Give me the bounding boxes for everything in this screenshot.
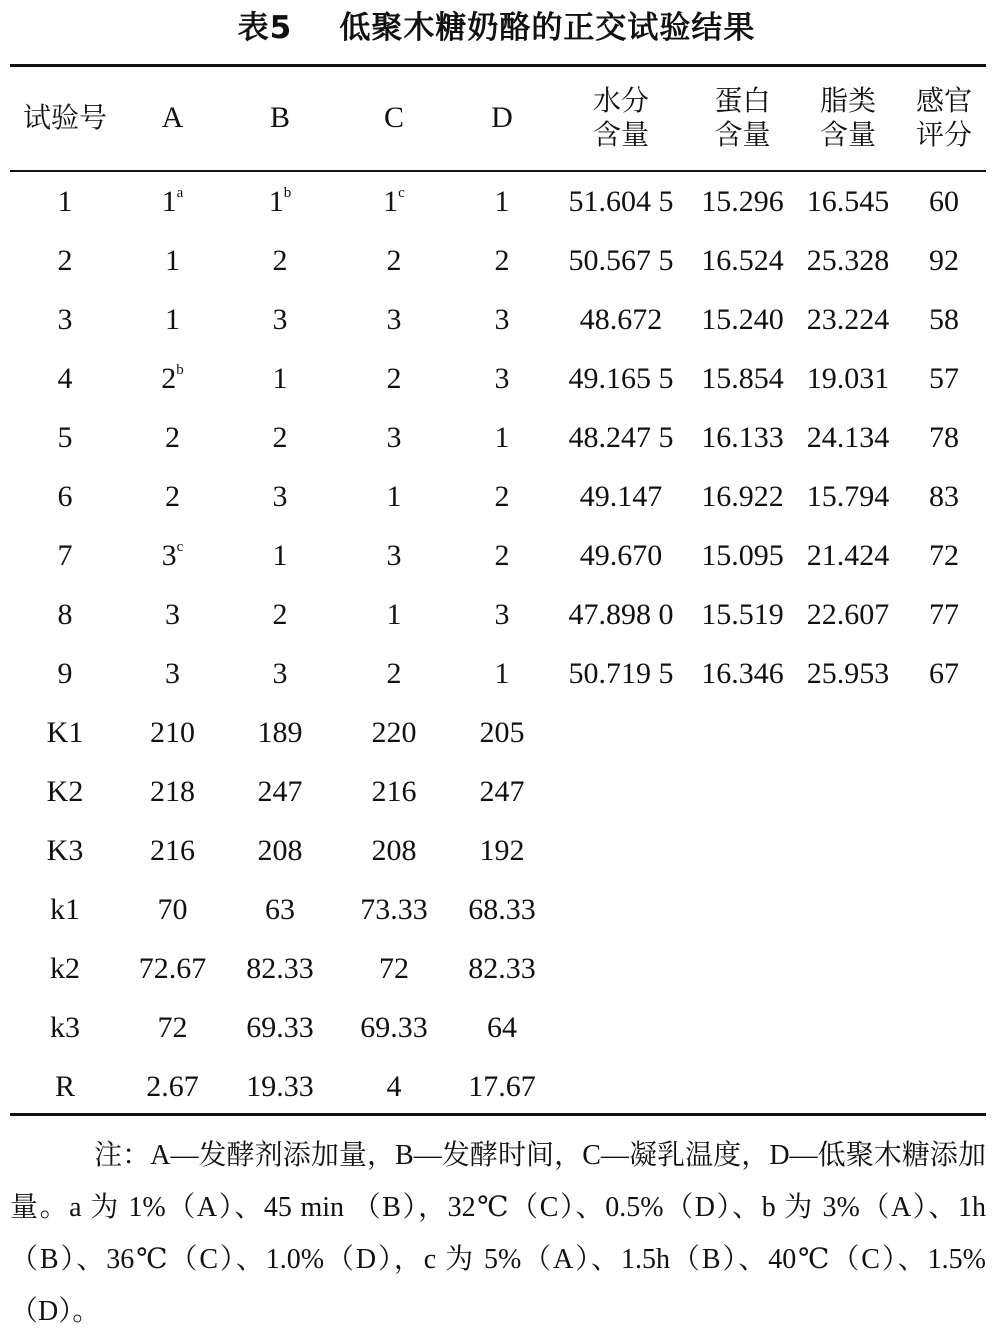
cell-value: 3 bbox=[494, 303, 510, 336]
table-cell bbox=[225, 998, 335, 1057]
cell-value: 15.854 bbox=[701, 362, 784, 395]
cell-value: 220 bbox=[371, 716, 417, 749]
table-cell bbox=[335, 939, 453, 998]
header-factor-a: A bbox=[161, 101, 184, 134]
cell-value: 16.545 bbox=[806, 185, 890, 218]
table-cell bbox=[902, 703, 986, 762]
level-footnote-marker: c bbox=[398, 185, 405, 201]
cell-value: 208 bbox=[257, 834, 303, 867]
cell-value: 205 bbox=[479, 716, 525, 749]
table-cell bbox=[120, 467, 225, 526]
level-footnote-marker: b bbox=[176, 362, 184, 378]
table-row bbox=[10, 349, 986, 408]
table-cell bbox=[453, 290, 551, 349]
cell-value: 189 bbox=[257, 716, 303, 749]
table-cell bbox=[225, 349, 335, 408]
table-row bbox=[10, 998, 986, 1057]
table-row bbox=[10, 290, 986, 349]
cell-value: 1 bbox=[494, 657, 510, 690]
cell-value: 15.519 bbox=[701, 598, 784, 631]
cell-value: 63 bbox=[265, 893, 295, 926]
row-label-cell bbox=[10, 408, 120, 467]
table-cell bbox=[453, 231, 551, 290]
table-cell bbox=[335, 585, 453, 644]
table-cell bbox=[691, 290, 794, 349]
cell-value: 2 bbox=[272, 598, 288, 631]
table-cell bbox=[902, 998, 986, 1057]
table-header bbox=[10, 70, 986, 166]
table-row bbox=[10, 408, 986, 467]
row-label-cell bbox=[10, 231, 120, 290]
row-label-cell bbox=[10, 585, 120, 644]
cell-value: 1 bbox=[494, 421, 510, 454]
row-label-cell bbox=[10, 644, 120, 703]
table-cell bbox=[551, 172, 691, 231]
table-cell bbox=[120, 408, 225, 467]
cell-value: 2 bbox=[494, 539, 510, 572]
cell-value: 3 bbox=[494, 362, 510, 395]
cell-value: 1 bbox=[165, 303, 180, 336]
table-cell bbox=[453, 762, 551, 821]
row-label-cell bbox=[10, 821, 120, 880]
table-row bbox=[10, 703, 986, 762]
cell-value: 15.095 bbox=[701, 539, 784, 572]
cell-value: 47.898 0 bbox=[568, 598, 674, 631]
row-label-cell bbox=[10, 762, 120, 821]
table-cell bbox=[120, 939, 225, 998]
table-cell bbox=[902, 762, 986, 821]
table-cell bbox=[120, 703, 225, 762]
cell-value: 78 bbox=[929, 421, 959, 454]
table-cell bbox=[453, 408, 551, 467]
header-sensory-score: 感官 评分 bbox=[915, 84, 972, 151]
cell-value: 69.33 bbox=[360, 1011, 428, 1044]
table-cell bbox=[225, 880, 335, 939]
cell-value: 2 bbox=[386, 657, 402, 690]
level-footnote-marker: c bbox=[176, 539, 184, 555]
table-cell bbox=[794, 231, 902, 290]
cell-value: 16.346 bbox=[701, 657, 784, 690]
cell-value: 2 bbox=[57, 244, 73, 277]
cell-value: 2 bbox=[494, 480, 510, 513]
table-cell bbox=[691, 408, 794, 467]
table-cell bbox=[453, 1057, 551, 1116]
cell-value: 19.33 bbox=[246, 1070, 314, 1103]
level-footnote-marker: a bbox=[176, 185, 184, 201]
table-cell bbox=[335, 231, 453, 290]
cell-value: 1 bbox=[165, 244, 180, 277]
cell-value: 9 bbox=[57, 657, 73, 690]
cell-value: 3 bbox=[57, 303, 73, 336]
cell-value: 2 bbox=[272, 244, 288, 277]
cell-value: 3 bbox=[161, 539, 177, 572]
row-label-cell bbox=[10, 703, 120, 762]
table-cell bbox=[453, 880, 551, 939]
table-cell bbox=[551, 467, 691, 526]
table-cell bbox=[453, 939, 551, 998]
cell-value: 1 bbox=[386, 480, 402, 513]
cell-value: 3 bbox=[386, 421, 402, 454]
cell-value: k3 bbox=[50, 1011, 80, 1044]
table-cell bbox=[551, 408, 691, 467]
table-cell bbox=[691, 821, 794, 880]
cell-value: k2 bbox=[50, 952, 80, 985]
cell-value: K3 bbox=[46, 834, 84, 867]
cell-value: 8 bbox=[57, 598, 73, 631]
results-table bbox=[10, 172, 986, 1116]
table-cell bbox=[335, 762, 453, 821]
table-cell bbox=[453, 821, 551, 880]
cell-value: 3 bbox=[386, 303, 402, 336]
table-row bbox=[10, 644, 986, 703]
table-cell bbox=[225, 821, 335, 880]
table-cell bbox=[453, 644, 551, 703]
table-cell bbox=[225, 231, 335, 290]
table-cell bbox=[794, 526, 902, 585]
header-protein-content: 蛋白 含量 bbox=[714, 84, 771, 151]
table-cell bbox=[453, 526, 551, 585]
cell-value: 51.604 5 bbox=[568, 185, 674, 218]
table-cell bbox=[794, 467, 902, 526]
cell-value: 2 bbox=[165, 480, 180, 513]
cell-value: 3 bbox=[386, 539, 402, 572]
header-trial-no: 试验号 bbox=[22, 101, 107, 134]
table-cell bbox=[335, 172, 453, 231]
row-label-cell bbox=[10, 290, 120, 349]
table-cell bbox=[120, 821, 225, 880]
table-row bbox=[10, 880, 986, 939]
table-row bbox=[10, 585, 986, 644]
table-cell bbox=[225, 585, 335, 644]
header-factor-b: B bbox=[269, 101, 290, 134]
row-label-cell bbox=[10, 998, 120, 1057]
table-body bbox=[10, 172, 986, 1116]
table-cell bbox=[335, 821, 453, 880]
table-cell bbox=[225, 703, 335, 762]
table-cell bbox=[335, 349, 453, 408]
cell-value: 23.224 bbox=[806, 303, 890, 336]
table-row bbox=[10, 467, 986, 526]
cell-value: 69.33 bbox=[246, 1011, 314, 1044]
cell-value: 49.670 bbox=[579, 539, 663, 572]
row-label-cell bbox=[10, 349, 120, 408]
cell-value: 210 bbox=[150, 716, 195, 749]
cell-value: 1 bbox=[268, 185, 284, 218]
cell-value: k1 bbox=[50, 893, 80, 926]
table-cell bbox=[335, 644, 453, 703]
table-cell bbox=[691, 644, 794, 703]
table-cell bbox=[551, 526, 691, 585]
cell-value: 1 bbox=[57, 185, 73, 218]
table-note bbox=[10, 1130, 986, 1338]
table-cell bbox=[225, 172, 335, 231]
table-cell bbox=[691, 585, 794, 644]
table-cell bbox=[794, 172, 902, 231]
cell-value: 24.134 bbox=[806, 421, 890, 454]
cell-value: 247 bbox=[257, 775, 303, 808]
table-cell bbox=[551, 290, 691, 349]
table-cell bbox=[902, 172, 986, 231]
table-cell bbox=[691, 880, 794, 939]
note-text: 注：A—发酵剂添加量，B—发酵时间，C—凝乳温度，D—低聚木糖添加量。a 为 1%（A）、45 min （B），32℃（C）、0.5%（D）、b 为 3%（A）、1h（B）、36℃（C）、1.0%（D），c 为 5%（A）、1.5h（B）、40℃（C）、1.5%（D）。 bbox=[10, 1140, 986, 1327]
cell-value: 68.33 bbox=[468, 893, 536, 926]
level-footnote-marker: b bbox=[283, 185, 292, 201]
table-cell bbox=[120, 880, 225, 939]
table-cell bbox=[902, 290, 986, 349]
cell-value: 2 bbox=[386, 244, 402, 277]
table-cell bbox=[551, 880, 691, 939]
table-cell bbox=[691, 998, 794, 1057]
cell-value: 2 bbox=[386, 362, 402, 395]
table-cell bbox=[120, 290, 225, 349]
table-cell bbox=[691, 1057, 794, 1116]
cell-value: 25.328 bbox=[806, 244, 890, 277]
cell-value: 2 bbox=[161, 362, 177, 395]
cell-value: 15.240 bbox=[701, 303, 784, 336]
table-row bbox=[10, 939, 986, 998]
table-cell bbox=[335, 290, 453, 349]
table-cell bbox=[691, 467, 794, 526]
cell-value: 15.296 bbox=[701, 185, 784, 218]
table-cell bbox=[225, 408, 335, 467]
cell-value: 70 bbox=[157, 893, 188, 926]
table-cell bbox=[225, 526, 335, 585]
table-cell bbox=[225, 939, 335, 998]
table-cell bbox=[120, 349, 225, 408]
cell-value: 48.672 bbox=[579, 303, 663, 336]
row-label-cell bbox=[10, 1057, 120, 1116]
cell-value: 1 bbox=[386, 598, 402, 631]
table-cell bbox=[453, 349, 551, 408]
cell-value: K2 bbox=[46, 775, 84, 808]
cell-value: K1 bbox=[46, 716, 84, 749]
cell-value: 5 bbox=[57, 421, 73, 454]
cell-value: 16.133 bbox=[701, 421, 784, 454]
cell-value: 6 bbox=[57, 480, 73, 513]
cell-value: 1 bbox=[494, 185, 510, 218]
table-cell bbox=[902, 880, 986, 939]
table-row bbox=[10, 231, 986, 290]
header-factor-c: C bbox=[383, 101, 404, 134]
cell-value: 3 bbox=[165, 657, 180, 690]
table-cell bbox=[120, 1057, 225, 1116]
cell-value: 16.922 bbox=[701, 480, 784, 513]
table-cell bbox=[691, 349, 794, 408]
table-cell bbox=[794, 408, 902, 467]
table-cell bbox=[794, 703, 902, 762]
table-cell bbox=[794, 998, 902, 1057]
cell-value: 216 bbox=[371, 775, 417, 808]
cell-value: 2 bbox=[165, 421, 180, 454]
cell-value: 3 bbox=[272, 657, 288, 690]
header-factor-d: D bbox=[491, 101, 513, 134]
cell-value: 218 bbox=[150, 775, 195, 808]
cell-value: 2 bbox=[272, 421, 288, 454]
table-cell bbox=[225, 467, 335, 526]
table-row bbox=[10, 526, 986, 585]
cell-value: 82.33 bbox=[468, 952, 536, 985]
table-cell bbox=[225, 644, 335, 703]
header-moisture-content: 水分 含量 bbox=[592, 84, 649, 151]
table-cell bbox=[551, 939, 691, 998]
table-cell bbox=[902, 585, 986, 644]
cell-value: 57 bbox=[929, 362, 959, 395]
cell-value: 22.607 bbox=[806, 598, 890, 631]
cell-value: 73.33 bbox=[360, 893, 428, 926]
row-label-cell bbox=[10, 467, 120, 526]
header-row bbox=[10, 70, 986, 166]
cell-value: 216 bbox=[150, 834, 195, 867]
table-cell bbox=[551, 821, 691, 880]
table-cell bbox=[551, 231, 691, 290]
table-cell bbox=[794, 290, 902, 349]
cell-value: 58 bbox=[929, 303, 959, 336]
top-rule bbox=[10, 64, 986, 67]
cell-value: 82.33 bbox=[246, 952, 314, 985]
cell-value: 3 bbox=[272, 303, 288, 336]
cell-value: 25.953 bbox=[806, 657, 890, 690]
table-cell bbox=[902, 939, 986, 998]
cell-value: 3 bbox=[272, 480, 288, 513]
table-cell bbox=[335, 703, 453, 762]
table-cell bbox=[691, 231, 794, 290]
row-label-cell bbox=[10, 172, 120, 231]
cell-value: 3 bbox=[494, 598, 510, 631]
table-cell bbox=[794, 762, 902, 821]
table-cell bbox=[335, 880, 453, 939]
cell-value: 83 bbox=[929, 480, 959, 513]
table-cell bbox=[551, 1057, 691, 1116]
cell-value: 247 bbox=[479, 775, 525, 808]
row-label-cell bbox=[10, 526, 120, 585]
table-cell bbox=[794, 585, 902, 644]
cell-value: 50.719 5 bbox=[568, 657, 674, 690]
table-cell bbox=[453, 467, 551, 526]
table-cell bbox=[120, 644, 225, 703]
cell-value: 77 bbox=[929, 598, 959, 631]
cell-value: 4 bbox=[386, 1070, 402, 1103]
cell-value: 3 bbox=[165, 598, 180, 631]
table-cell bbox=[794, 880, 902, 939]
table-cell bbox=[691, 762, 794, 821]
table-cell bbox=[691, 939, 794, 998]
cell-value: R bbox=[54, 1070, 75, 1103]
table-cell bbox=[453, 703, 551, 762]
cell-value: 72 bbox=[157, 1011, 188, 1044]
table-cell bbox=[551, 349, 691, 408]
row-label-cell bbox=[10, 880, 120, 939]
cell-value: 1 bbox=[161, 185, 177, 218]
cell-value: 92 bbox=[929, 244, 959, 277]
table-cell bbox=[794, 1057, 902, 1116]
table-cell bbox=[120, 762, 225, 821]
table-cell bbox=[453, 172, 551, 231]
cell-value: 72.67 bbox=[138, 952, 207, 985]
cell-value: 72 bbox=[929, 539, 959, 572]
table-cell bbox=[335, 1057, 453, 1116]
table-row bbox=[10, 172, 986, 231]
table-cell bbox=[225, 1057, 335, 1116]
table-cell bbox=[551, 703, 691, 762]
table-cell bbox=[691, 526, 794, 585]
table-cell bbox=[902, 644, 986, 703]
table-cell bbox=[794, 349, 902, 408]
table-cell bbox=[902, 349, 986, 408]
cell-value: 48.247 5 bbox=[568, 421, 674, 454]
cell-value: 15.794 bbox=[806, 480, 890, 513]
table-cell bbox=[120, 231, 225, 290]
table-cell bbox=[335, 998, 453, 1057]
table-cell bbox=[691, 172, 794, 231]
cell-value: 4 bbox=[57, 362, 73, 395]
table-cell bbox=[794, 939, 902, 998]
table-cell bbox=[794, 821, 902, 880]
table-row bbox=[10, 821, 986, 880]
cell-value: 21.424 bbox=[806, 539, 890, 572]
table-cell bbox=[335, 526, 453, 585]
table-cell bbox=[551, 585, 691, 644]
cell-value: 67 bbox=[929, 657, 959, 690]
table-cell bbox=[691, 703, 794, 762]
table-title: 表5 低聚木糖奶酪的正交试验结果 bbox=[237, 10, 756, 46]
cell-value: 72 bbox=[379, 952, 409, 985]
cell-value: 7 bbox=[57, 539, 73, 572]
table-cell bbox=[453, 998, 551, 1057]
cell-value: 64 bbox=[487, 1011, 517, 1044]
table-cell bbox=[335, 408, 453, 467]
table-cell bbox=[120, 585, 225, 644]
table-row bbox=[10, 1057, 986, 1116]
table-cell bbox=[551, 998, 691, 1057]
table-cell bbox=[453, 585, 551, 644]
cell-value: 1 bbox=[272, 362, 288, 395]
cell-value: 17.67 bbox=[468, 1070, 536, 1103]
table-cell bbox=[902, 1057, 986, 1116]
table-cell bbox=[551, 644, 691, 703]
header-fat-content: 脂类 含量 bbox=[819, 84, 876, 151]
cell-value: 2.67 bbox=[146, 1070, 199, 1103]
row-label-cell bbox=[10, 939, 120, 998]
table-cell bbox=[794, 644, 902, 703]
bottom-rule bbox=[10, 1113, 986, 1116]
cell-value: 19.031 bbox=[806, 362, 890, 395]
table-cell bbox=[225, 762, 335, 821]
table-row bbox=[10, 762, 986, 821]
cell-value: 16.524 bbox=[701, 244, 784, 277]
table-cell bbox=[120, 998, 225, 1057]
table-cell bbox=[902, 821, 986, 880]
table-cell bbox=[902, 408, 986, 467]
cell-value: 50.567 5 bbox=[568, 244, 674, 277]
table-cell bbox=[225, 290, 335, 349]
cell-value: 49.147 bbox=[579, 480, 663, 513]
table-cell bbox=[120, 172, 225, 231]
cell-value: 192 bbox=[479, 834, 525, 867]
table-cell bbox=[335, 467, 453, 526]
cell-value: 2 bbox=[494, 244, 510, 277]
cell-value: 1 bbox=[383, 185, 399, 218]
cell-value: 60 bbox=[929, 185, 959, 218]
table-cell bbox=[120, 526, 225, 585]
table-cell bbox=[902, 526, 986, 585]
cell-value: 208 bbox=[371, 834, 417, 867]
table-cell bbox=[902, 231, 986, 290]
cell-value: 49.165 5 bbox=[568, 362, 674, 395]
cell-value: 1 bbox=[272, 539, 288, 572]
table-cell bbox=[551, 762, 691, 821]
table-cell bbox=[902, 467, 986, 526]
